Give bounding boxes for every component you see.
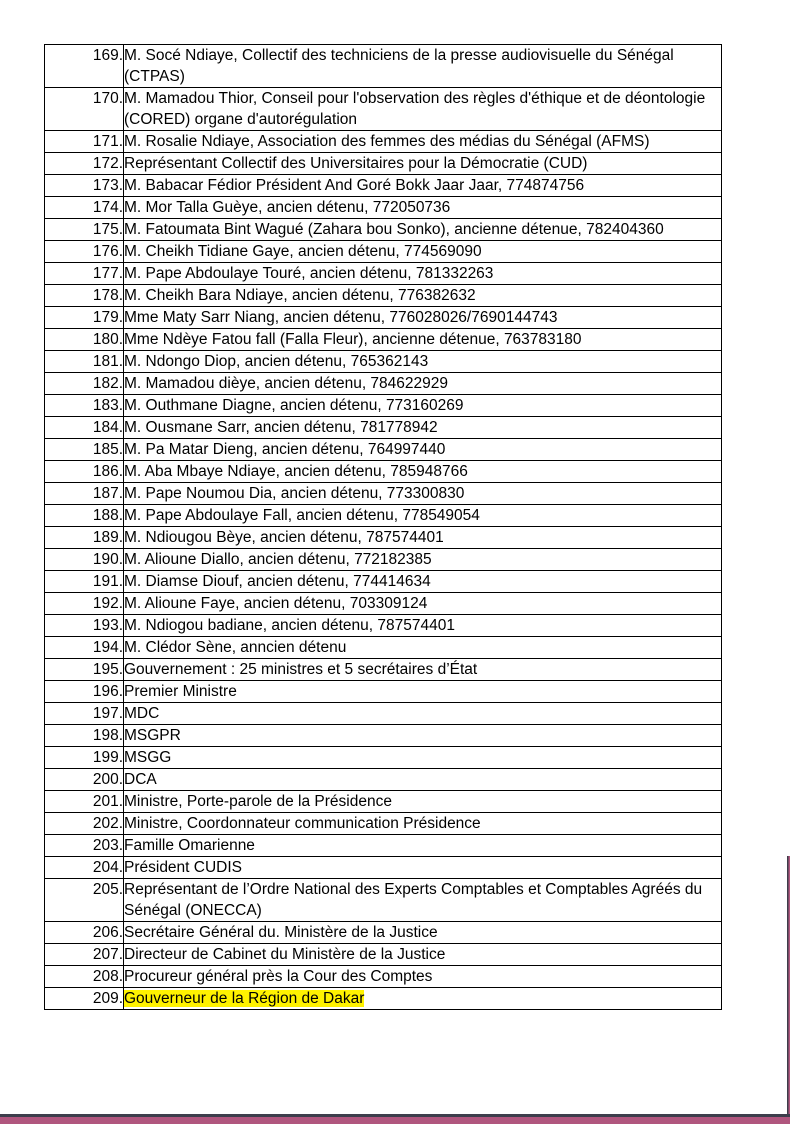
row-text-cell (124, 637, 722, 659)
table-row (45, 813, 722, 835)
row-text: Procureur général près la Cour des Comptes (124, 968, 433, 985)
row-number-cell: 178. (45, 285, 124, 307)
row-text-cell (124, 703, 722, 725)
table-row (45, 747, 722, 769)
table-row (45, 417, 722, 439)
row-number-cell: 186. (45, 461, 124, 483)
row-number-cell: 194. (45, 637, 124, 659)
row-text-cell (124, 219, 722, 241)
row-number-cell: 180. (45, 329, 124, 351)
row-text-cell (124, 175, 722, 197)
row-number-cell: 201. (45, 791, 124, 813)
table-row (45, 241, 722, 263)
row-text: Représentant Collectif des Universitaires pour la Démocratie (CUD) (124, 155, 588, 172)
row-number-cell: 200. (45, 769, 124, 791)
row-text: M. Aba Mbaye Ndiaye, ancien détenu, 785948766 (124, 463, 468, 480)
table-row (45, 879, 722, 922)
row-text: M. Alioune Faye, ancien détenu, 703309124 (124, 595, 428, 612)
row-text-cell (124, 527, 722, 549)
row-text: M. Socé Ndiaye, Collectif des techniciens de la presse audiovisuelle du Sénégal (CTPAS) (124, 47, 674, 85)
row-text: M. Ousmane Sarr, ancien détenu, 781778942 (124, 419, 438, 436)
row-text: M. Diamse Diouf, ancien détenu, 774414634 (124, 573, 431, 590)
row-number-cell: 188. (45, 505, 124, 527)
row-number-cell: 203. (45, 835, 124, 857)
table-row (45, 791, 722, 813)
table-row (45, 571, 722, 593)
row-text: M. Pape Abdoulaye Touré, ancien détenu, 781332263 (124, 265, 494, 282)
row-number-cell: 175. (45, 219, 124, 241)
table-row (45, 395, 722, 417)
table-row (45, 593, 722, 615)
page-bottom-border (0, 1114, 790, 1124)
row-text: M. Cheikh Tidiane Gaye, ancien détenu, 774569090 (124, 243, 482, 260)
row-text: M. Outhmane Diagne, ancien détenu, 773160269 (124, 397, 464, 414)
row-text-cell (124, 659, 722, 681)
row-text: M. Pape Abdoulaye Fall, ancien détenu, 778549054 (124, 507, 480, 524)
row-number-cell: 195. (45, 659, 124, 681)
entries-table (44, 44, 722, 1010)
row-text: Mme Maty Sarr Niang, ancien détenu, 776028026/7690144743 (124, 309, 558, 326)
row-text-cell (124, 263, 722, 285)
row-number-cell: 182. (45, 373, 124, 395)
table-row (45, 615, 722, 637)
row-text-cell (124, 241, 722, 263)
row-text-cell (124, 417, 722, 439)
row-text: M. Cheikh Bara Ndiaye, ancien détenu, 776382632 (124, 287, 476, 304)
row-text-cell (124, 791, 722, 813)
table-row (45, 659, 722, 681)
row-text: Famille Omarienne (124, 837, 255, 854)
row-text-cell (124, 593, 722, 615)
table-row (45, 681, 722, 703)
row-text-cell (124, 988, 722, 1010)
row-text-cell (124, 439, 722, 461)
table-row (45, 45, 722, 88)
row-text: M. Pa Matar Dieng, ancien détenu, 764997440 (124, 441, 446, 458)
row-number-cell: 181. (45, 351, 124, 373)
table-row (45, 263, 722, 285)
table-row (45, 725, 722, 747)
table-row (45, 944, 722, 966)
row-text-cell (124, 329, 722, 351)
row-text-cell (124, 966, 722, 988)
row-number-cell: 198. (45, 725, 124, 747)
row-number-cell: 206. (45, 922, 124, 944)
row-number-cell: 208. (45, 966, 124, 988)
table-row (45, 527, 722, 549)
row-text-cell (124, 857, 722, 879)
row-text: M. Fatoumata Bint Wagué (Zahara bou Sonko), ancienne détenue, 782404360 (124, 221, 664, 238)
row-number-cell: 184. (45, 417, 124, 439)
row-text: M. Mamadou dièye, ancien détenu, 784622929 (124, 375, 449, 392)
row-number-cell: 209. (45, 988, 124, 1010)
table-row (45, 131, 722, 153)
row-number-cell: 202. (45, 813, 124, 835)
row-text-cell (124, 813, 722, 835)
table-row (45, 153, 722, 175)
table-row (45, 461, 722, 483)
row-text: M. Mamadou Thior, Conseil pour l'observation des règles d'éthique et de déontologie (CORED) organe d'autorégulation (124, 90, 706, 128)
row-number-cell: 204. (45, 857, 124, 879)
row-text: M. Ndiougou Bèye, ancien détenu, 787574401 (124, 529, 444, 546)
row-text-cell (124, 879, 722, 922)
row-number-cell: 169. (45, 45, 124, 88)
row-text-cell (124, 681, 722, 703)
row-text-cell (124, 131, 722, 153)
row-number-cell: 199. (45, 747, 124, 769)
entries-table-body (45, 45, 722, 1010)
row-number-cell: 193. (45, 615, 124, 637)
table-row (45, 966, 722, 988)
row-text-cell (124, 197, 722, 219)
row-number-cell: 197. (45, 703, 124, 725)
row-text-cell (124, 153, 722, 175)
row-text: M. Ndiogou badiane, ancien détenu, 787574401 (124, 617, 455, 634)
row-text: M. Clédor Sène, anncien détenu (124, 639, 347, 656)
row-text: DCA (124, 771, 157, 788)
row-number-cell: 190. (45, 549, 124, 571)
row-text-cell (124, 549, 722, 571)
row-text-cell (124, 483, 722, 505)
row-text: M. Ndongo Diop, ancien détenu, 765362143 (124, 353, 429, 370)
table-row (45, 505, 722, 527)
row-text: MSGPR (124, 727, 181, 744)
row-text: MSGG (124, 749, 172, 766)
row-number-cell: 187. (45, 483, 124, 505)
table-row (45, 175, 722, 197)
row-text: M. Rosalie Ndiaye, Association des femmes des médias du Sénégal (AFMS) (124, 133, 650, 150)
row-text: Mme Ndèye Fatou fall (Falla Fleur), ancienne détenue, 763783180 (124, 331, 582, 348)
table-row (45, 703, 722, 725)
row-number-cell: 205. (45, 879, 124, 922)
row-text: Secrétaire Général du. Ministère de la Justice (124, 924, 438, 941)
row-number-cell: 185. (45, 439, 124, 461)
row-number-cell: 170. (45, 88, 124, 131)
row-text-cell (124, 769, 722, 791)
table-row (45, 835, 722, 857)
row-number-cell: 189. (45, 527, 124, 549)
row-text-cell (124, 944, 722, 966)
table-row (45, 483, 722, 505)
row-number-cell: 179. (45, 307, 124, 329)
row-text: M. Babacar Fédior Président And Goré Bokk Jaar Jaar, 774874756 (124, 177, 585, 194)
row-text-cell (124, 505, 722, 527)
row-number-cell: 173. (45, 175, 124, 197)
table-row (45, 373, 722, 395)
row-text: Ministre, Coordonnateur communication Présidence (124, 815, 481, 832)
row-text: Directeur de Cabinet du Ministère de la Justice (124, 946, 446, 963)
table-row (45, 769, 722, 791)
row-text-cell (124, 922, 722, 944)
row-text: Gouvernement : 25 ministres et 5 secrétaires d’État (124, 661, 478, 678)
row-number-cell: 177. (45, 263, 124, 285)
row-text-cell (124, 725, 722, 747)
table-row (45, 285, 722, 307)
row-text: M. Pape Noumou Dia, ancien détenu, 773300830 (124, 485, 465, 502)
row-text-cell (124, 351, 722, 373)
row-text-cell (124, 571, 722, 593)
row-text-cell (124, 88, 722, 131)
highlighted-text: Gouverneur de la Région de Dakar (124, 990, 365, 1007)
row-text: Ministre, Porte-parole de la Présidence (124, 793, 392, 810)
row-number-cell: 196. (45, 681, 124, 703)
row-text: MDC (124, 705, 160, 722)
row-text: Président CUDIS (124, 859, 243, 876)
table-row (45, 351, 722, 373)
table-row (45, 88, 722, 131)
row-text-cell (124, 461, 722, 483)
table-row (45, 439, 722, 461)
table-row (45, 197, 722, 219)
table-row (45, 857, 722, 879)
table-row (45, 549, 722, 571)
row-text-cell (124, 395, 722, 417)
row-text-cell (124, 285, 722, 307)
table-row (45, 637, 722, 659)
row-number-cell: 191. (45, 571, 124, 593)
row-text-cell (124, 307, 722, 329)
row-number-cell: 192. (45, 593, 124, 615)
row-text-cell (124, 45, 722, 88)
table-row (45, 219, 722, 241)
table-row (45, 329, 722, 351)
table-row (45, 988, 722, 1010)
row-text-cell (124, 615, 722, 637)
row-text: Premier Ministre (124, 683, 237, 700)
row-number-cell: 183. (45, 395, 124, 417)
row-number-cell: 207. (45, 944, 124, 966)
row-number-cell: 174. (45, 197, 124, 219)
table-row (45, 307, 722, 329)
row-number-cell: 176. (45, 241, 124, 263)
row-number-cell: 171. (45, 131, 124, 153)
row-text-cell (124, 747, 722, 769)
table-row (45, 922, 722, 944)
row-text: M. Mor Talla Guèye, ancien détenu, 772050736 (124, 199, 451, 216)
row-text-cell (124, 835, 722, 857)
row-number-cell: 172. (45, 153, 124, 175)
row-text-cell (124, 373, 722, 395)
row-text: Représentant de l’Ordre National des Experts Comptables et Comptables Agréés du Sénégal (ONECCA) (124, 881, 703, 919)
row-text: M. Alioune Diallo, ancien détenu, 772182385 (124, 551, 432, 568)
